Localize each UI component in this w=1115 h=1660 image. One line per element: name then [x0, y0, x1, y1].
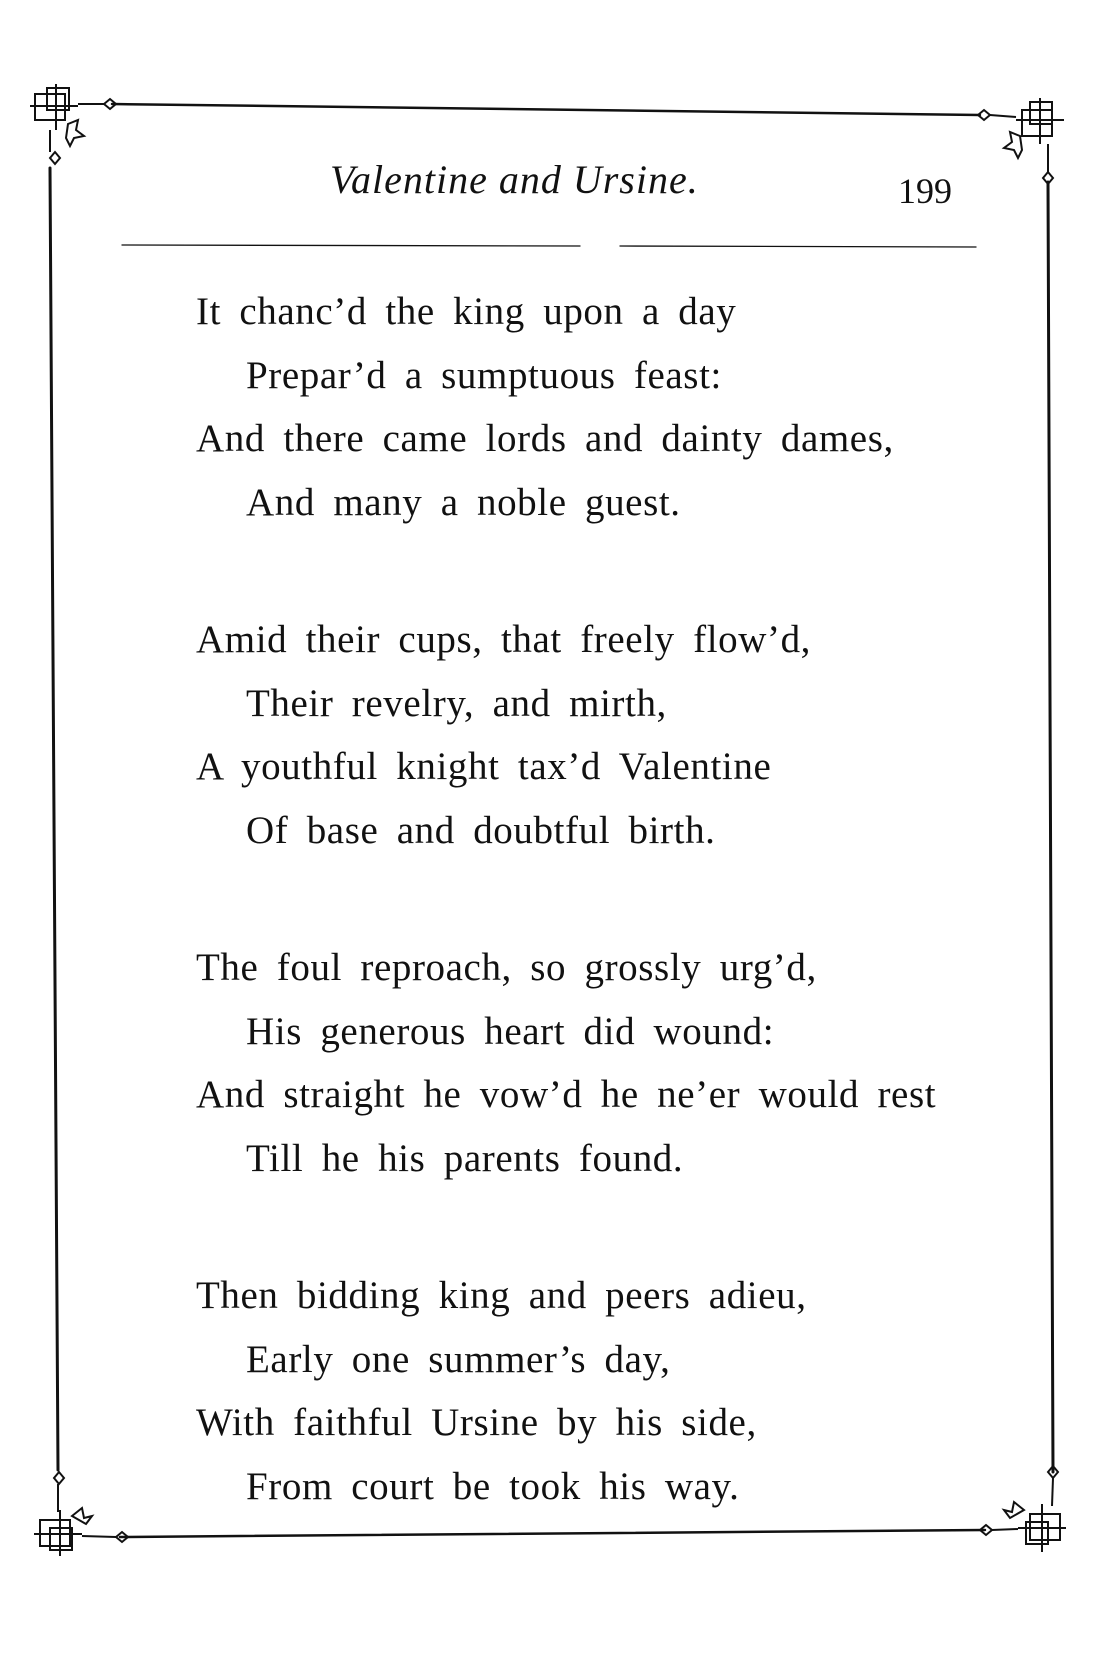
poem-line: Then bidding king and peers adieu,: [196, 1274, 807, 1317]
poem-line: And straight he vow’d he ne’er would rest: [196, 1073, 937, 1116]
poem-line: Their revelry, and mirth,: [246, 681, 667, 725]
corner-ornament-bottom-left-icon: [34, 1472, 128, 1556]
poem-line: A youthful knight tax’d Valentine: [196, 745, 772, 788]
poem-line: From court be took his way.: [246, 1464, 740, 1508]
page-number: 199: [898, 171, 952, 211]
poem: [196, 280, 976, 1592]
running-title: Valentine and Ursine.: [330, 157, 699, 202]
stanza-4: [196, 1264, 976, 1518]
poem-line: Till he his parents found.: [246, 1136, 684, 1180]
corner-ornament-top-right-icon: [978, 98, 1064, 184]
poem-line: Of base and doubtful birth.: [246, 808, 716, 852]
poem-line: Early one summer’s day,: [246, 1337, 671, 1381]
stanza-2: [196, 608, 976, 862]
poem-line: And there came lords and dainty dames,: [196, 417, 894, 460]
stanza-3: [196, 936, 976, 1190]
poem-line: Prepar’d a sumptuous feast:: [246, 353, 722, 397]
poem-line: And many a noble guest.: [246, 480, 681, 524]
corner-ornament-top-left-icon: [30, 84, 116, 164]
poem-line: Amid their cups, that freely flow’d,: [196, 618, 812, 661]
poem-line: His generous heart did wound:: [246, 1009, 775, 1053]
poem-line: It chanc’d the king upon a day: [196, 290, 737, 333]
poem-line: The foul reproach, so grossly urg’d,: [196, 946, 817, 989]
corner-ornament-bottom-right-icon: [980, 1466, 1066, 1552]
stanza-1: [196, 280, 976, 534]
poem-line: With faithful Ursine by his side,: [196, 1401, 757, 1444]
